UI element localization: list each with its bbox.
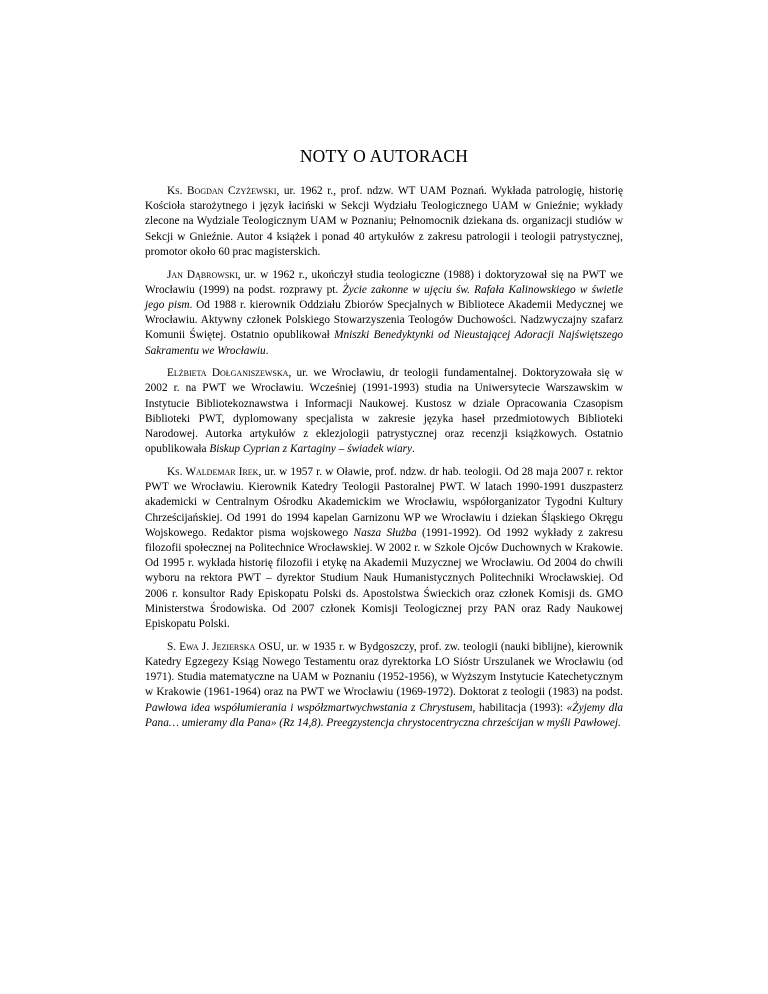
- page-title: NOTY O AUTORACH: [299, 146, 469, 166]
- author-notes-list: [145, 184, 623, 738]
- author-name: Jan Dąbrowski: [167, 268, 238, 281]
- author-name: Elżbieta Dołganiszewska: [167, 367, 289, 380]
- publication-title: Pawłowa idea współumierania i współzmartwychwstania z Chrystusem,: [145, 701, 476, 714]
- author-name: Ks. Waldemar Irek: [167, 465, 259, 478]
- author-note: [145, 184, 623, 260]
- note-text: , ur. w 1962 r., ukończył studia teologiczne (1988) i doktoryzował się na PWT we Wrocławiu (1999) na podst. rozprawy pt.: [145, 268, 624, 296]
- note-text: (1991-1992). Od 1992 wykłady z zakresu filozofii społecznej na Politechnice Wrocławskiej. W 2002 r. w Szkole Ojców Duchownych w Krakowie. Od 1995 r. wykłada historię filozofii i etykę na Akademii Muzycznej we Wrocławiu. Od 2004 do chwili wyboru na rektora PWT – dyrektor Studium Nauk Humanistycznych Politechniki Wrocławskiej. Od 2006 r. konsultor Rady Episkopatu Polski ds. Apostolstwa Świeckich oraz członek Komisji ds. GMO Ministerstwa Środowiska. Od 2007 członek Komisji Teologicznej przy PAN oraz Rady Naukowej Episkopatu Polski.: [145, 526, 623, 630]
- note-text: . Od 1988 r. kierownik Oddziału Zbiorów Specjalnych w Bibliotece Akademii Medycznej we Wrocławiu. Aktywny członek Polskiego Stowarzyszenia Teologów Duchowości. Nadzwyczajny szafarz Komunii Świętej. Ostatnio opublikował: [145, 298, 623, 342]
- note-text: , ur. w 1957 r. w Oławie, prof. ndzw. dr hab. teologii. Od 28 maja 2007 r. rektor PWT we Wrocławiu. Kierownik Katedry Teologii Pastoralnej PWT. W latach 1990-1991 duszpasterz akademicki w Centralnym Ośrodku Akademickim we Wrocławiu, współorganizator Tygodni Kultury Chrześcijańskiej. Od 1991 do 1994 kapelan Garnizonu WP we Wrocławiu i dziekan Śląskiego Okręgu Wojskowego. Redaktor pisma wojskowego: [145, 465, 623, 539]
- note-text: OSU, ur. w 1935 r. w Bydgoszczy, prof. zw. teologii (nauki biblijne), kierownik Katedry Egzegezy Ksiąg Nowego Testamentu oraz dyrektorka LO Sióstr Urszulanek we Wrocławiu (od 1971). Studia matematyczne na UAM w Poznaniu (1952-1956), w Wyższym Instytucie Katechetycznym w Krakowie (1961-1964) oraz na PWT we Wrocławiu (1969-1972). Doktorat z teologii (1983) na podst.: [145, 640, 624, 699]
- note-text: habilitacja (1993):: [475, 701, 567, 714]
- publication-title: Życie zakonne w ujęciu św. Rafała Kalinowskiego w świetle jego pism: [145, 283, 623, 311]
- author-note: [145, 366, 623, 457]
- note-text: , ur. we Wrocławiu, dr teologii fundamentalnej. Doktoryzowała się w 2002 r. na PWT we Wrocławiu. Wcześniej (1991-1993) studia na Uniwersytecie Warszawskim w Instytucie Bibliotekoznawstwa i Informacji Naukowej. Kustosz w dziale Opracowania Czasopism Biblioteki PWT, dyplomowany specjalista w zakresie języka haseł przedmiotowych Biblioteki Narodowej. Autorka artykułów z eklezjologii patrystycznej oraz recenzji książkowych. Ostatnio opublikowała: [145, 367, 623, 456]
- publication-title: «Żyjemy dla Pana… umieramy dla Pana» (Rz 14,8). Preegzystencja chrystocentryczna chrześcijan w myśli Pawłowej.: [145, 701, 624, 729]
- author-note: [145, 640, 623, 731]
- author-note: [145, 465, 623, 632]
- author-name: Ks. Bogdan Czyżewski: [167, 185, 277, 197]
- author-name: S. Ewa J. Jezierska: [167, 640, 256, 653]
- publication-title: Mniszki Benedyktynki od Nieustającej Adoracji Najświętszego Sakramentu we Wrocławiu: [145, 329, 623, 357]
- note-text: , ur. 1962 r., prof. ndzw. WT UAM Poznań. Wykłada patrologię, historię Kościoła starożytnego i język łaciński w Sekcji Wydziału Teologicznego UAM w Gnieźnie; wykłady zlecone na Wydziale Teologicznym UAM w Poznaniu; Pełnomocnik dziekana ds. organizacji studiów w Sekcji w Gnieźnie. Autor 4 książek i ponad 40 artykułów z zakresu patrologii i teologii patrystycznej, promotor około 60 prac magisterskich.: [145, 185, 623, 258]
- publication-title: Biskup Cyprian z Kartaginy – świadek wiary: [209, 443, 413, 456]
- publication-title: Nasza Służba: [353, 526, 417, 539]
- note-text: .: [265, 344, 269, 357]
- note-text: .: [412, 443, 415, 456]
- author-note: [145, 268, 623, 359]
